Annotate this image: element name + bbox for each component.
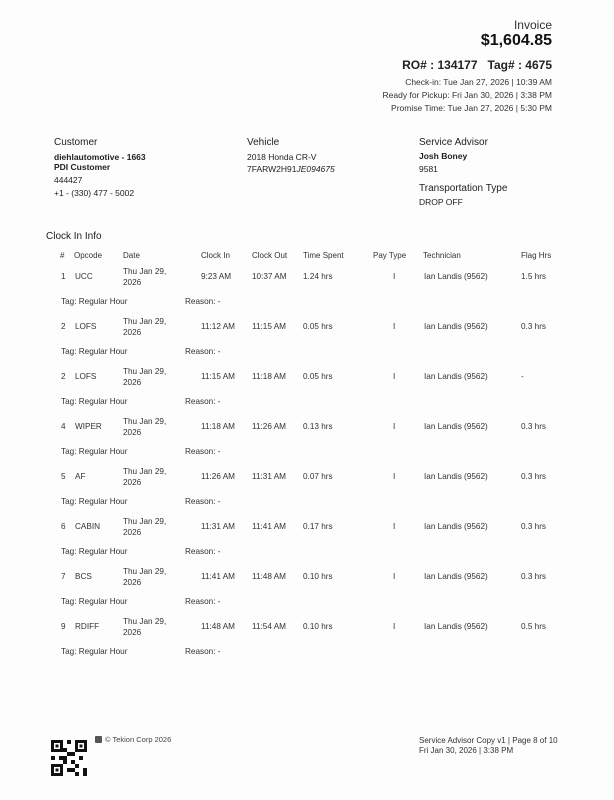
row-tag: Tag: Regular Hour xyxy=(61,547,128,556)
col-header-flag-hrs: Flag Hrs xyxy=(521,251,552,260)
col-header-clock-in: Clock In xyxy=(201,251,230,260)
row-clock-out: 11:48 AM xyxy=(252,572,286,581)
row-pay-type: I xyxy=(393,422,396,431)
row-flag-hrs: - xyxy=(521,372,524,381)
row-time-spent: 0.10 hrs xyxy=(303,572,333,581)
row-pay-type: I xyxy=(393,322,396,331)
row-num: 7 xyxy=(61,572,66,581)
row-technician: Ian Landis (9562) xyxy=(424,322,488,331)
vehicle-title: Vehicle xyxy=(247,137,280,148)
row-clock-in: 11:31 AM xyxy=(201,522,235,531)
row-date: Thu Jan 29, 2026 xyxy=(123,567,167,587)
customer-name: diehlautomotive - 1663 xyxy=(54,152,146,162)
vehicle-model: 2018 Honda CR-V xyxy=(247,152,317,162)
row-reason: Reason: - xyxy=(185,597,221,606)
row-technician: Ian Landis (9562) xyxy=(424,522,488,531)
transport-title: Transportation Type xyxy=(419,183,508,194)
advisor-title: Service Advisor xyxy=(419,137,488,148)
row-clock-out: 11:31 AM xyxy=(252,472,286,481)
row-pay-type: I xyxy=(393,272,396,281)
row-pay-type: I xyxy=(393,622,396,631)
col-header-pay-type: Pay Type xyxy=(373,251,407,260)
row-tag: Tag: Regular Hour xyxy=(61,647,128,656)
row-tag: Tag: Regular Hour xyxy=(61,497,128,506)
customer-id: 444427 xyxy=(54,175,83,185)
col-header-opcode: Opcode xyxy=(74,251,103,260)
row-date: Thu Jan 29, 2026 xyxy=(123,617,167,637)
row-clock-out: 11:41 AM xyxy=(252,522,286,531)
row-flag-hrs: 1.5 hrs xyxy=(521,272,547,281)
col-header-num: # xyxy=(60,251,65,260)
row-clock-in: 11:48 AM xyxy=(201,622,235,631)
row-pay-type: I xyxy=(393,472,396,481)
copyright-text: © Tekion Corp 2026 xyxy=(105,735,172,744)
row-opcode: LOFS xyxy=(75,372,97,381)
row-reason: Reason: - xyxy=(185,297,221,306)
row-num: 1 xyxy=(61,272,66,281)
vehicle-vin xyxy=(247,164,335,174)
check-in-time: Check-in: Tue Jan 27, 2026 | 10:39 AM xyxy=(405,77,552,87)
row-opcode: AF xyxy=(75,472,86,481)
customer-type: PDI Customer xyxy=(54,162,111,172)
row-flag-hrs: 0.3 hrs xyxy=(521,322,547,331)
row-time-spent: 0.10 hrs xyxy=(303,622,333,631)
row-opcode: LOFS xyxy=(75,322,97,331)
row-date: Thu Jan 29, 2026 xyxy=(123,417,167,437)
row-flag-hrs: 0.3 hrs xyxy=(521,472,547,481)
row-reason: Reason: - xyxy=(185,647,221,656)
row-date: Thu Jan 29, 2026 xyxy=(123,317,167,337)
col-header-time-spent: Time Spent xyxy=(303,251,344,260)
row-time-spent: 0.13 hrs xyxy=(303,422,333,431)
row-technician: Ian Landis (9562) xyxy=(424,572,488,581)
ready-for-pickup-time: Ready for Pickup: Fri Jan 30, 2026 | 3:38 PM xyxy=(382,90,552,100)
row-num: 4 xyxy=(61,422,66,431)
footer-timestamp: Fri Jan 30, 2026 | 3:38 PM xyxy=(419,746,514,755)
row-num: 6 xyxy=(61,522,66,531)
row-opcode: CABIN xyxy=(75,522,101,531)
row-clock-in: 11:18 AM xyxy=(201,422,235,431)
row-date: Thu Jan 29, 2026 xyxy=(123,267,167,287)
invoice-label: Invoice xyxy=(513,18,552,32)
footer-copy-page: Service Advisor Copy v1 | Page 8 of 10 xyxy=(419,736,558,745)
row-clock-in: 9:23 AM xyxy=(201,272,232,281)
row-technician: Ian Landis (9562) xyxy=(424,372,488,381)
row-opcode: BCS xyxy=(75,572,92,581)
row-tag: Tag: Regular Hour xyxy=(61,347,128,356)
row-clock-out: 11:26 AM xyxy=(252,422,286,431)
tekion-logo-icon xyxy=(95,736,102,743)
row-clock-out: 10:37 AM xyxy=(252,272,287,281)
row-clock-in: 11:26 AM xyxy=(201,472,235,481)
row-clock-out: 11:15 AM xyxy=(252,322,286,331)
row-clock-out: 11:18 AM xyxy=(252,372,286,381)
row-pay-type: I xyxy=(393,572,396,581)
col-header-technician: Technician xyxy=(423,251,461,260)
row-opcode: RDIFF xyxy=(75,622,100,631)
row-time-spent: 1.24 hrs xyxy=(303,272,333,281)
row-opcode: WIPER xyxy=(75,422,102,431)
row-flag-hrs: 0.3 hrs xyxy=(521,572,547,581)
row-date: Thu Jan 29, 2026 xyxy=(123,367,167,387)
clock-in-title: Clock In Info xyxy=(46,231,102,242)
row-time-spent: 0.07 hrs xyxy=(303,472,333,481)
row-reason: Reason: - xyxy=(185,397,221,406)
qr-code-icon xyxy=(51,740,87,776)
row-reason: Reason: - xyxy=(185,447,221,456)
invoice-total: $1,604.85 xyxy=(480,32,552,49)
row-time-spent: 0.05 hrs xyxy=(303,322,333,331)
row-tag: Tag: Regular Hour xyxy=(61,447,128,456)
row-tag: Tag: Regular Hour xyxy=(61,297,128,306)
row-pay-type: I xyxy=(393,522,396,531)
row-technician: Ian Landis (9562) xyxy=(424,622,488,631)
customer-title: Customer xyxy=(54,137,98,148)
row-opcode: UCC xyxy=(75,272,93,281)
vin-prefix: 7FARW2H91 xyxy=(247,164,297,174)
footer-copyright xyxy=(95,735,171,744)
row-reason: Reason: - xyxy=(185,497,221,506)
row-technician: Ian Landis (9562) xyxy=(424,422,488,431)
promise-time: Promise Time: Tue Jan 27, 2026 | 5:30 PM xyxy=(391,103,552,113)
vin-suffix: JE094675 xyxy=(296,164,335,174)
row-reason: Reason: - xyxy=(185,547,221,556)
row-reason: Reason: - xyxy=(185,347,221,356)
row-clock-in: 11:41 AM xyxy=(201,572,235,581)
col-header-clock-out: Clock Out xyxy=(252,251,288,260)
customer-phone: +1 - (330) 477 - 5002 xyxy=(54,188,135,198)
row-flag-hrs: 0.3 hrs xyxy=(521,422,547,431)
row-num: 9 xyxy=(61,622,66,631)
row-flag-hrs: 0.3 hrs xyxy=(521,522,547,531)
row-num: 5 xyxy=(61,472,66,481)
advisor-name: Josh Boney xyxy=(419,151,468,161)
row-tag: Tag: Regular Hour xyxy=(61,397,128,406)
row-num: 2 xyxy=(61,322,66,331)
advisor-id: 9581 xyxy=(419,164,438,174)
row-flag-hrs: 0.5 hrs xyxy=(521,622,547,631)
row-num: 2 xyxy=(61,372,66,381)
row-technician: Ian Landis (9562) xyxy=(424,472,488,481)
row-time-spent: 0.05 hrs xyxy=(303,372,333,381)
row-clock-in: 11:15 AM xyxy=(201,372,235,381)
row-pay-type: I xyxy=(393,372,396,381)
row-date: Thu Jan 29, 2026 xyxy=(123,517,167,537)
ro-tag-line: RO# : 134177 Tag# : 4675 xyxy=(402,58,552,72)
row-time-spent: 0.17 hrs xyxy=(303,522,333,531)
row-date: Thu Jan 29, 2026 xyxy=(123,467,167,487)
row-clock-out: 11:54 AM xyxy=(252,622,286,631)
row-clock-in: 11:12 AM xyxy=(201,322,235,331)
col-header-date: Date xyxy=(123,251,140,260)
row-technician: Ian Landis (9562) xyxy=(424,272,488,281)
row-tag: Tag: Regular Hour xyxy=(61,597,128,606)
transport-value: DROP OFF xyxy=(419,197,463,207)
